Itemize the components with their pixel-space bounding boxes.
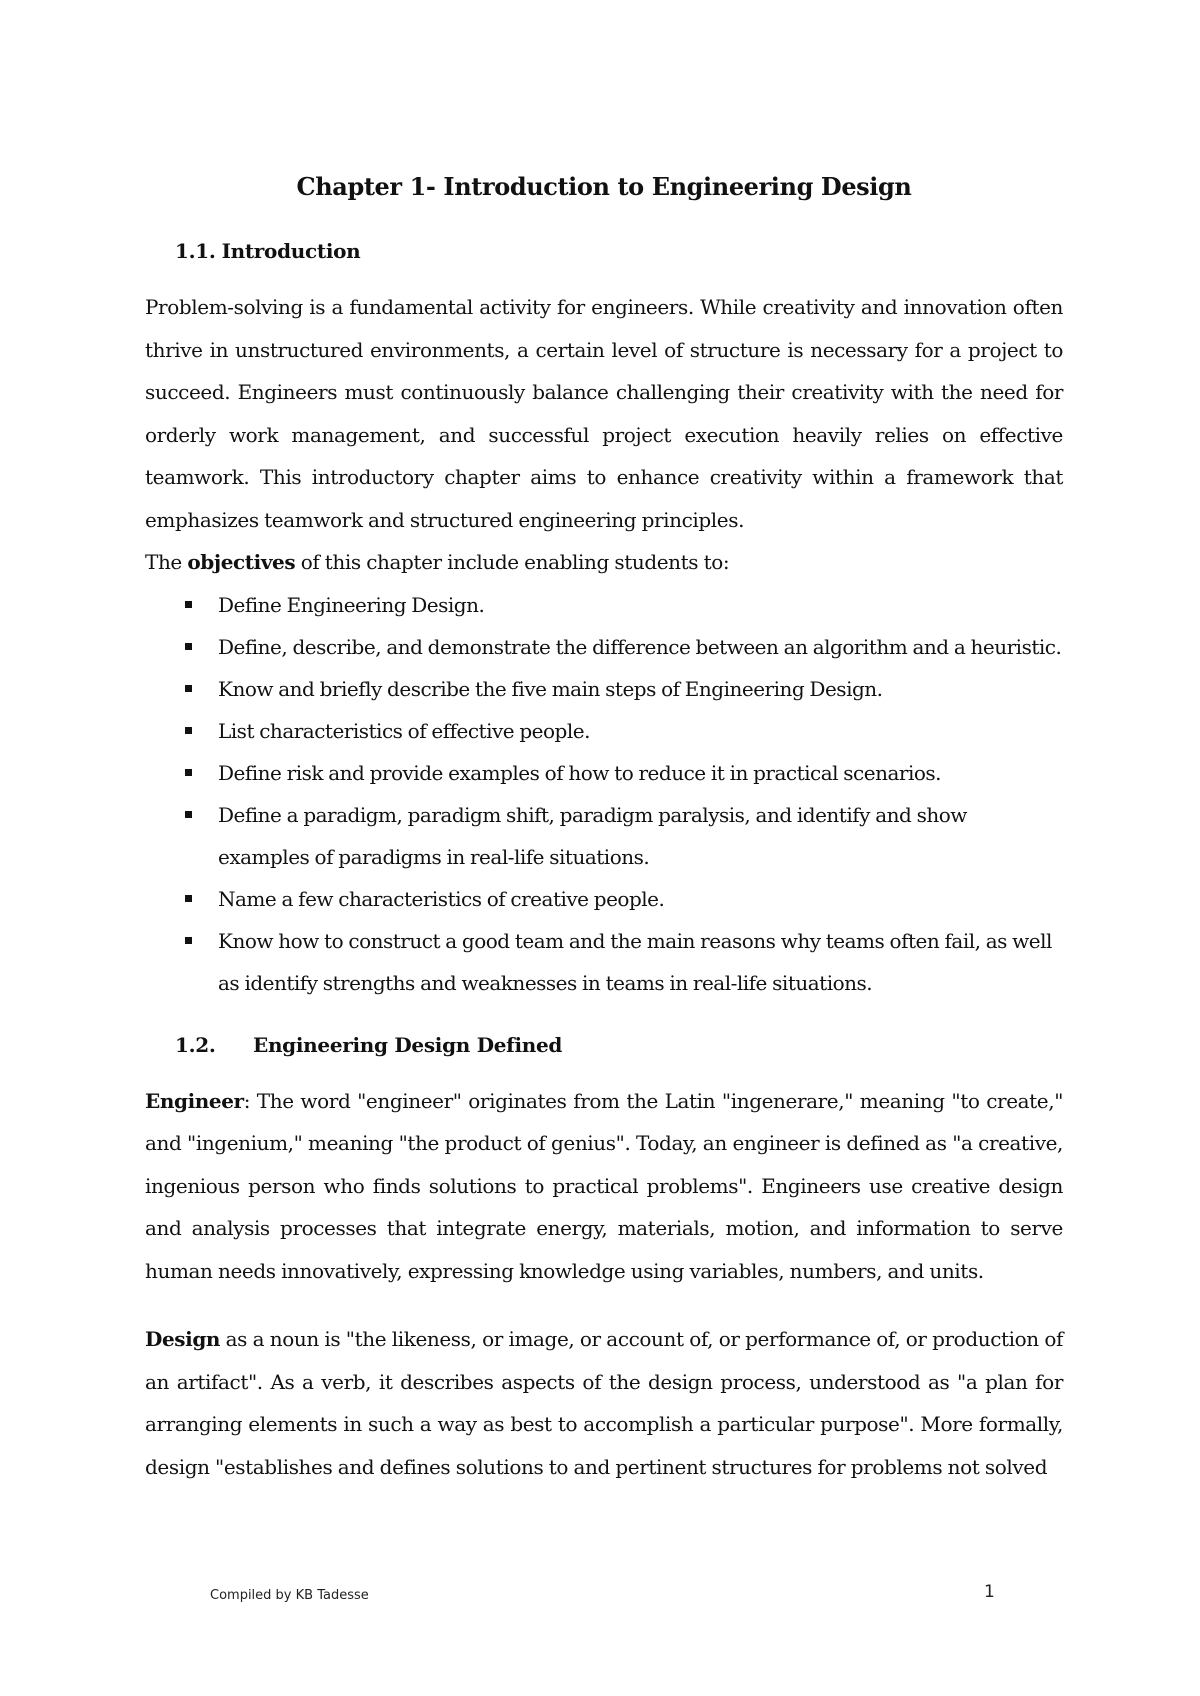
list-item: Know how to construct a good team and the main reasons why teams often fail, as well as identify strengths and weaknesses in teams in real-life situations. — [145, 920, 1063, 1004]
list-item: Define Engineering Design. — [145, 584, 1063, 626]
square-bullet-icon — [185, 811, 192, 818]
list-item: Define a paradigm, paradigm shift, paradigm paralysis, and identify and show examples of paradigms in real-life situations. — [145, 794, 1063, 878]
objectives-term: objectives — [187, 550, 296, 574]
objectives-suffix: of this chapter include enabling students to: — [295, 550, 730, 574]
objectives-list — [145, 584, 1063, 1004]
list-item: Know and briefly describe the five main steps of Engineering Design. — [145, 668, 1063, 710]
design-term: Design — [145, 1327, 221, 1351]
section-title: Introduction — [221, 239, 361, 263]
list-item: List characteristics of effective people. — [145, 710, 1063, 752]
footer-compiled-by: Compiled by KB Tadesse — [210, 1588, 369, 1603]
objectives-prefix: The — [145, 550, 188, 574]
section-title: Engineering Design Defined — [253, 1032, 563, 1057]
square-bullet-icon — [185, 769, 192, 776]
square-bullet-icon — [185, 727, 192, 734]
engineer-text: : The word "engineer" originates from the Latin "ingenerare," meaning "to create," and "ingenium," meaning "the product of genius". Today, an engineer is defined as "a creative, ingenious person who finds solutions to practical problems". Engineers use creative design and analysis processes that integrate energy, materials, motion, and information to serve human needs innovatively, expressing knowledge using variables, numbers, and units. — [145, 1088, 1063, 1283]
list-item: Name a few characteristics of creative people. — [145, 878, 1063, 920]
design-text: as a noun is "the likeness, or image, or account of, or performance of, or production of an artifact". As a verb, it describes aspects of the design process, understood as "a plan for arranging elements in such a way as best to accomplish a particular purpose". More formally, design "establishes and defines solutions to and pertinent structures for problems not solved — [145, 1327, 1063, 1479]
design-definition — [145, 1318, 1063, 1488]
list-item: Define, describe, and demonstrate the difference between an algorithm and a heuristic. — [145, 626, 1063, 668]
square-bullet-icon — [185, 601, 192, 608]
chapter-title: Chapter 1- Introduction to Engineering Design — [296, 172, 912, 201]
square-bullet-icon — [185, 685, 192, 692]
section-number: 1.2. — [175, 1032, 216, 1057]
intro-paragraph: Problem-solving is a fundamental activity for engineers. While creativity and innovation often thrive in unstructured environments, a certain level of structure is necessary for a project to succeed. Engineers must continuously balance challenging their creativity with the need for orderly work management, and successful project execution heavily relies on effective teamwork. This introductory chapter aims to enhance creativity within a framework that emphasizes teamwork and structured engineering principles. — [145, 295, 1063, 532]
page-content — [145, 170, 1063, 1488]
square-bullet-icon — [185, 895, 192, 902]
square-bullet-icon — [185, 643, 192, 650]
objectives-lead — [145, 541, 1063, 584]
section-heading-introduction — [175, 236, 1063, 266]
square-bullet-icon — [185, 937, 192, 944]
page-number: 1 — [984, 1582, 995, 1602]
section-heading-engineering-design-defined — [175, 1030, 1063, 1060]
engineer-definition — [145, 1080, 1063, 1293]
section-number: 1.1. — [175, 239, 216, 263]
engineer-term: Engineer — [145, 1088, 244, 1113]
list-item: Define risk and provide examples of how to reduce it in practical scenarios. — [145, 752, 1063, 794]
